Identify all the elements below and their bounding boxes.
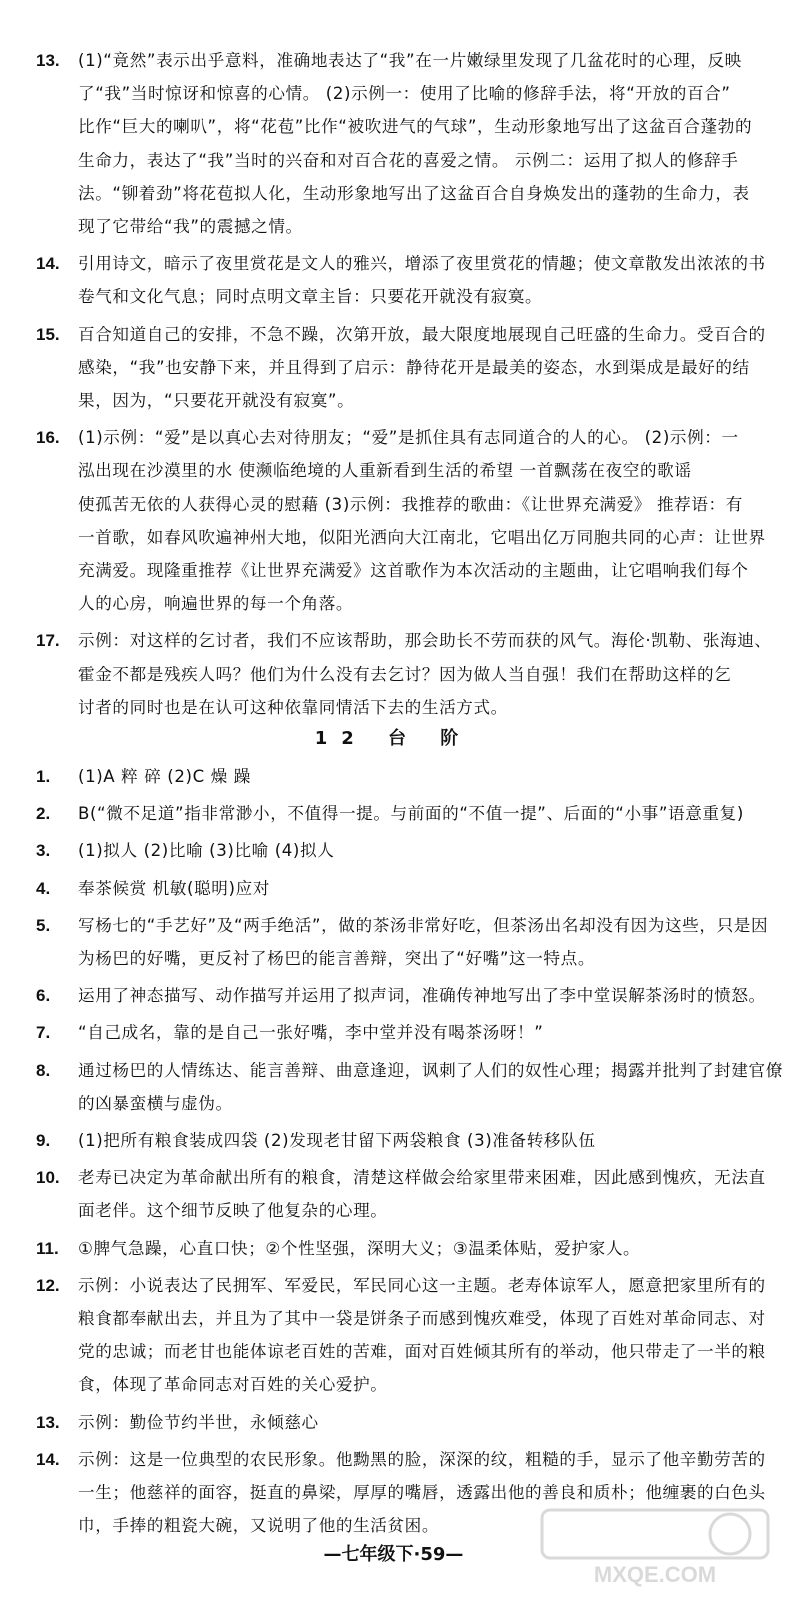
answer-line: 泓出现在沙漠里的水 使濒临绝境的人重新看到生活的希望 一首飘荡在夜空的歌谣	[78, 461, 692, 481]
answer-line: (1)A 粹 碎 (2)C 燥 躁	[78, 767, 251, 786]
answer-line: (1)把所有粮食装成四袋 (2)发现老甘留下两袋粮食 (3)准备转移队伍	[78, 1131, 596, 1150]
answer-number: 11.	[36, 1238, 59, 1258]
answer-line: 老寿已决定为革命献出所有的粮食，清楚这样做会给家里带来困难，因此感到愧疚，无法直	[78, 1168, 766, 1188]
answer-line: 奉茶候赏 机敏(聪明)应对	[78, 878, 270, 898]
answer-line: 食，体现了革命同志对百姓的关心爱护。	[78, 1375, 388, 1395]
answer-number: 13.	[36, 1412, 60, 1432]
answer-line: 一首歌，如春风吹遍神州大地，似阳光洒向大江南北，它唱出亿万同胞共同的心声：让世界	[78, 527, 766, 547]
answer-number: 10.	[36, 1168, 60, 1188]
answer-number: 15.	[36, 324, 60, 344]
watermark-logo	[540, 1508, 770, 1588]
answer-line: 示例：对这样的乞讨者，我们不应该帮助，那会助长不劳而获的风气。海伦·凯勒、张海迪、	[78, 631, 772, 651]
answer-line: 为杨巴的好嘴，更反衬了杨巴的能言善辩，突出了“好嘴”这一特点。	[78, 948, 596, 968]
answer-number: 14.	[36, 254, 60, 274]
answer-line: 引用诗文，暗示了夜里赏花是文人的雅兴，增添了夜里赏花的情趣；使文章散发出浓浓的书	[78, 254, 766, 274]
answer-line: B(“微不足道”指非常渺小，不值得一提。与前面的“不值一提”、后面的“小事”语意重复)	[78, 804, 744, 824]
answer-line: 充满爱。现隆重推荐《让世界充满爱》这首歌作为本次活动的主题曲，让它唱响我们每个	[78, 560, 749, 580]
answer-number: 4.	[36, 878, 51, 898]
svg-text:MXQE.COM: MXQE.COM	[593, 1562, 717, 1587]
answer-line: 示例：勤俭节约半世，永倾慈心	[78, 1412, 319, 1432]
answer-line: 果，因为，“只要花开就没有寂寞”。	[78, 390, 355, 410]
answer-line: 法。“铆着劲”将花苞拟人化，生动形象地写出了这盆百合自身焕发出的蓬勃的生命力，表	[78, 183, 750, 203]
answer-line: 一生；他慈祥的面容，挺直的鼻梁，厚厚的嘴唇，透露出他的善良和质朴；他缠裹的白色头	[78, 1482, 766, 1502]
answer-number: 6.	[36, 986, 51, 1006]
answer-line: 的凶暴蛮横与虚伪。	[78, 1093, 233, 1113]
answer-line: 使孤苦无依的人获得心灵的慰藉 (3)示例：我推荐的歌曲：《让世界充满爱》 推荐语：有	[78, 494, 743, 514]
answer-line: 巾，手捧的粗瓷大碗，又说明了他的生活贫困。	[78, 1516, 440, 1536]
answer-line: 比作“巨大的喇叭”，将“花苞”比作“被吹进气的气球”，生动形象地写出了这盆百合蓬勃的	[78, 117, 753, 137]
page-footer: —七年级下·59—	[323, 1544, 464, 1565]
answer-number: 12.	[36, 1275, 60, 1295]
answer-line: 党的忠诚；而老甘也能体谅老百姓的苦难，面对百姓倾其所有的举动，他只带走了一半的粮	[78, 1342, 766, 1362]
answer-line: 霍金不都是残疾人吗？他们为什么没有去乞讨？因为做人当自强！我们在帮助这样的乞	[78, 664, 732, 684]
answer-number: 9.	[36, 1131, 51, 1150]
answer-line: (1)“竟然”表示出乎意料，准确地表达了“我”在一片嫩绿里发现了几盆花时的心理，反映	[78, 51, 742, 70]
answer-line: 卷气和文化气息；同时点明文章主旨：只要花开就没有寂寞。	[78, 287, 543, 307]
answer-number: 1.	[36, 767, 51, 786]
answer-line: 运用了神态描写、动作描写并运用了拟声词，准确传神地写出了李中堂误解茶汤时的愤怒。	[78, 986, 766, 1006]
answer-line: 百合知道自己的安排，不急不躁，次第开放，最大限度地展现自己旺盛的生命力。受百合的	[78, 324, 766, 344]
answer-line: 感染，“我”也安静下来，并且得到了启示：静待花开是最美的姿态，水到渠成是最好的结	[78, 357, 750, 377]
answer-line: 了“我”当时惊讶和惊喜的心情。 (2)示例一：使用了比喻的修辞手法，将“开放的百合”	[78, 84, 731, 104]
answer-number: 2.	[36, 804, 51, 824]
answer-line: 写杨七的“手艺好”及“两手绝活”，做的茶汤非常好吃，但茶汤出名却没有因为这些，只是因	[78, 915, 769, 935]
answer-line: 示例：这是一位典型的农民形象。他黝黑的脸，深深的纹，粗糙的手，显示了他辛勤劳苦的	[78, 1449, 766, 1469]
answer-line: 人的心房，响遍世界的每一个角落。	[78, 594, 354, 614]
answer-number: 16.	[36, 428, 60, 448]
answer-line: (1)拟人 (2)比喻 (3)比喻 (4)拟人	[78, 841, 335, 861]
answer-number: 13.	[36, 51, 60, 70]
answer-line: 粮食都奉献出去，并且为了其中一袋是饼条子而感到愧疚难受，体现了百姓对革命同志、对	[78, 1308, 766, 1328]
section-title: 12 台 阶	[314, 728, 473, 749]
answer-number: 17.	[36, 631, 60, 651]
answer-line: ①脾气急躁，心直口快；②个性坚强，深明大义；③温柔体贴，爱护家人。	[78, 1238, 641, 1258]
answer-line: “自己成名，靠的是自己一张好嘴，李中堂并没有喝茶汤呀！”	[78, 1023, 544, 1043]
answer-line: (1)示例：“爱”是以真心去对待朋友；“爱”是抓住具有志同道合的人的心。 (2)示例：一	[78, 428, 739, 448]
answer-line: 讨者的同时也是在认可这种依靠同情活下去的生活方式。	[78, 697, 508, 717]
answer-number: 8.	[36, 1060, 51, 1080]
answer-line: 示例：小说表达了民拥军、军爱民，军民同心这一主题。老寿体谅军人，愿意把家里所有的	[78, 1275, 766, 1295]
answer-number: 5.	[36, 915, 51, 935]
answer-line: 现了它带给“我”的震撼之情。	[78, 217, 303, 236]
answer-number: 3.	[36, 841, 51, 861]
answer-line: 生命力，表达了“我”当时的兴奋和对百合花的喜爱之情。 示例二：运用了拟人的修辞手	[78, 150, 739, 170]
answer-line: 面老伴。这个细节反映了他复杂的心理。	[78, 1201, 388, 1221]
answer-number: 14.	[36, 1449, 60, 1469]
answer-line: 通过杨巴的人情练达、能言善辩、曲意逢迎，讽刺了人们的奴性心理；揭露并批判了封建官僚	[78, 1060, 783, 1080]
answer-number: 7.	[36, 1023, 51, 1043]
